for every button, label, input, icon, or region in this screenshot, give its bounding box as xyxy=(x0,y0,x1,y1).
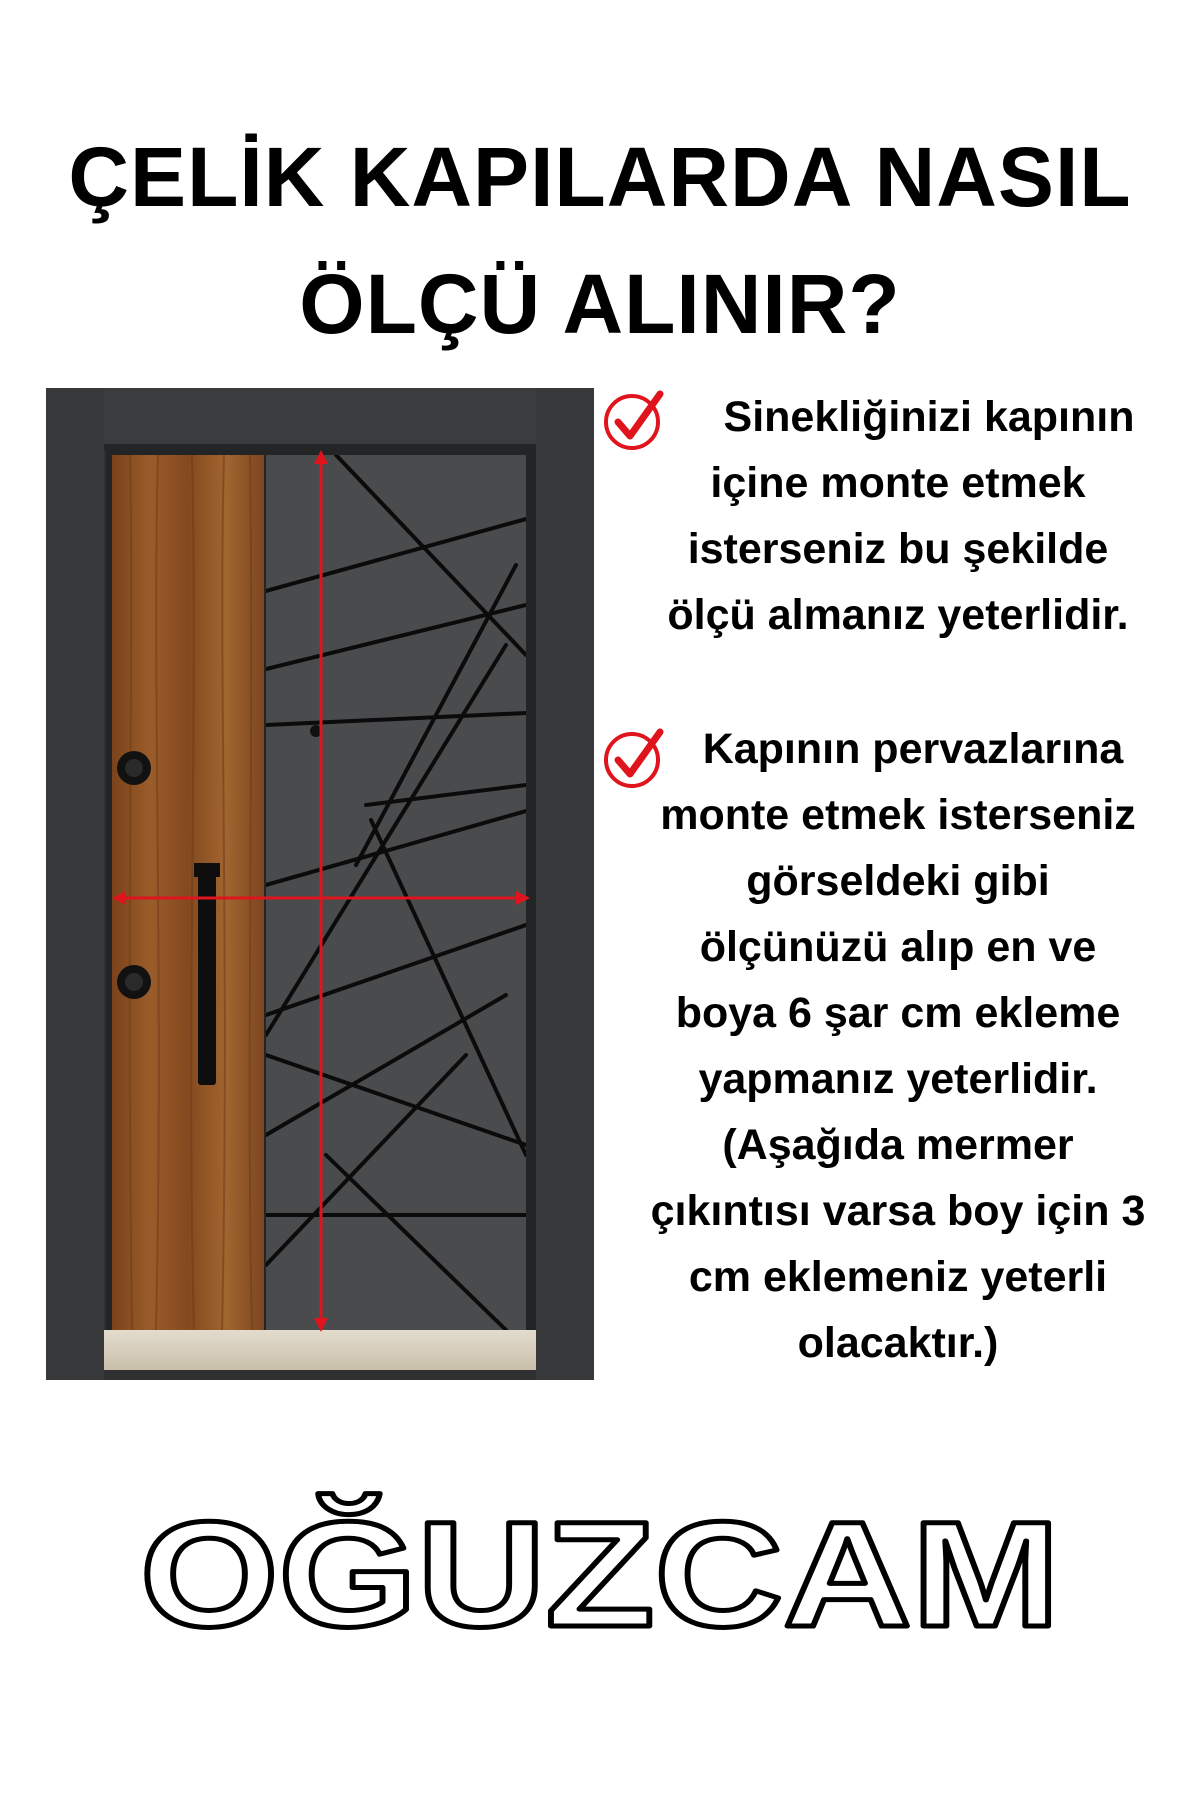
upper-lock xyxy=(117,751,151,785)
instruction-line: ölçü almanız yeterlidir. xyxy=(667,591,1129,639)
instruction-line: içine monte etmek xyxy=(710,459,1086,507)
instruction-line: görseldeki gibi xyxy=(746,857,1050,905)
instruction-line: boya 6 şar cm ekleme xyxy=(675,989,1121,1037)
instruction-line: ölçünüzü alıp en ve xyxy=(699,923,1097,971)
instruction-line: yapmanız yeterlidir. xyxy=(698,1055,1098,1103)
wood-panel xyxy=(112,455,264,1330)
instruction-line: olacaktır.) xyxy=(797,1319,999,1367)
instruction-line: Kapının pervazlarına xyxy=(702,725,1124,773)
instruction-line: Sinekliğinizi kapının xyxy=(723,393,1135,441)
instruction-inside-mount xyxy=(596,384,1200,648)
brand-logo xyxy=(0,1478,1200,1648)
brand-name: OĞUZCAM xyxy=(140,1490,1060,1648)
instruction-line: (Aşağıda mermer xyxy=(722,1121,1074,1169)
instruction-frame-mount xyxy=(596,716,1200,1376)
door-handle xyxy=(198,863,216,1085)
instruction-line: cm eklemeniz yeterli xyxy=(688,1253,1108,1301)
marble-threshold xyxy=(104,1330,536,1370)
lower-lock xyxy=(117,965,151,999)
instruction-line: çıkıntısı varsa boy için 3 xyxy=(650,1187,1146,1235)
instruction-line: monte etmek isterseniz xyxy=(660,791,1136,839)
door-gray-panel xyxy=(266,455,526,1330)
instruction-line: isterseniz bu şekilde xyxy=(687,525,1109,573)
steel-door-illustration xyxy=(46,388,594,1380)
page-title-line-1: ÇELİK KAPILARDA NASIL xyxy=(68,130,1132,224)
page-title-line-2: ÖLÇÜ ALINIR? xyxy=(299,257,901,351)
